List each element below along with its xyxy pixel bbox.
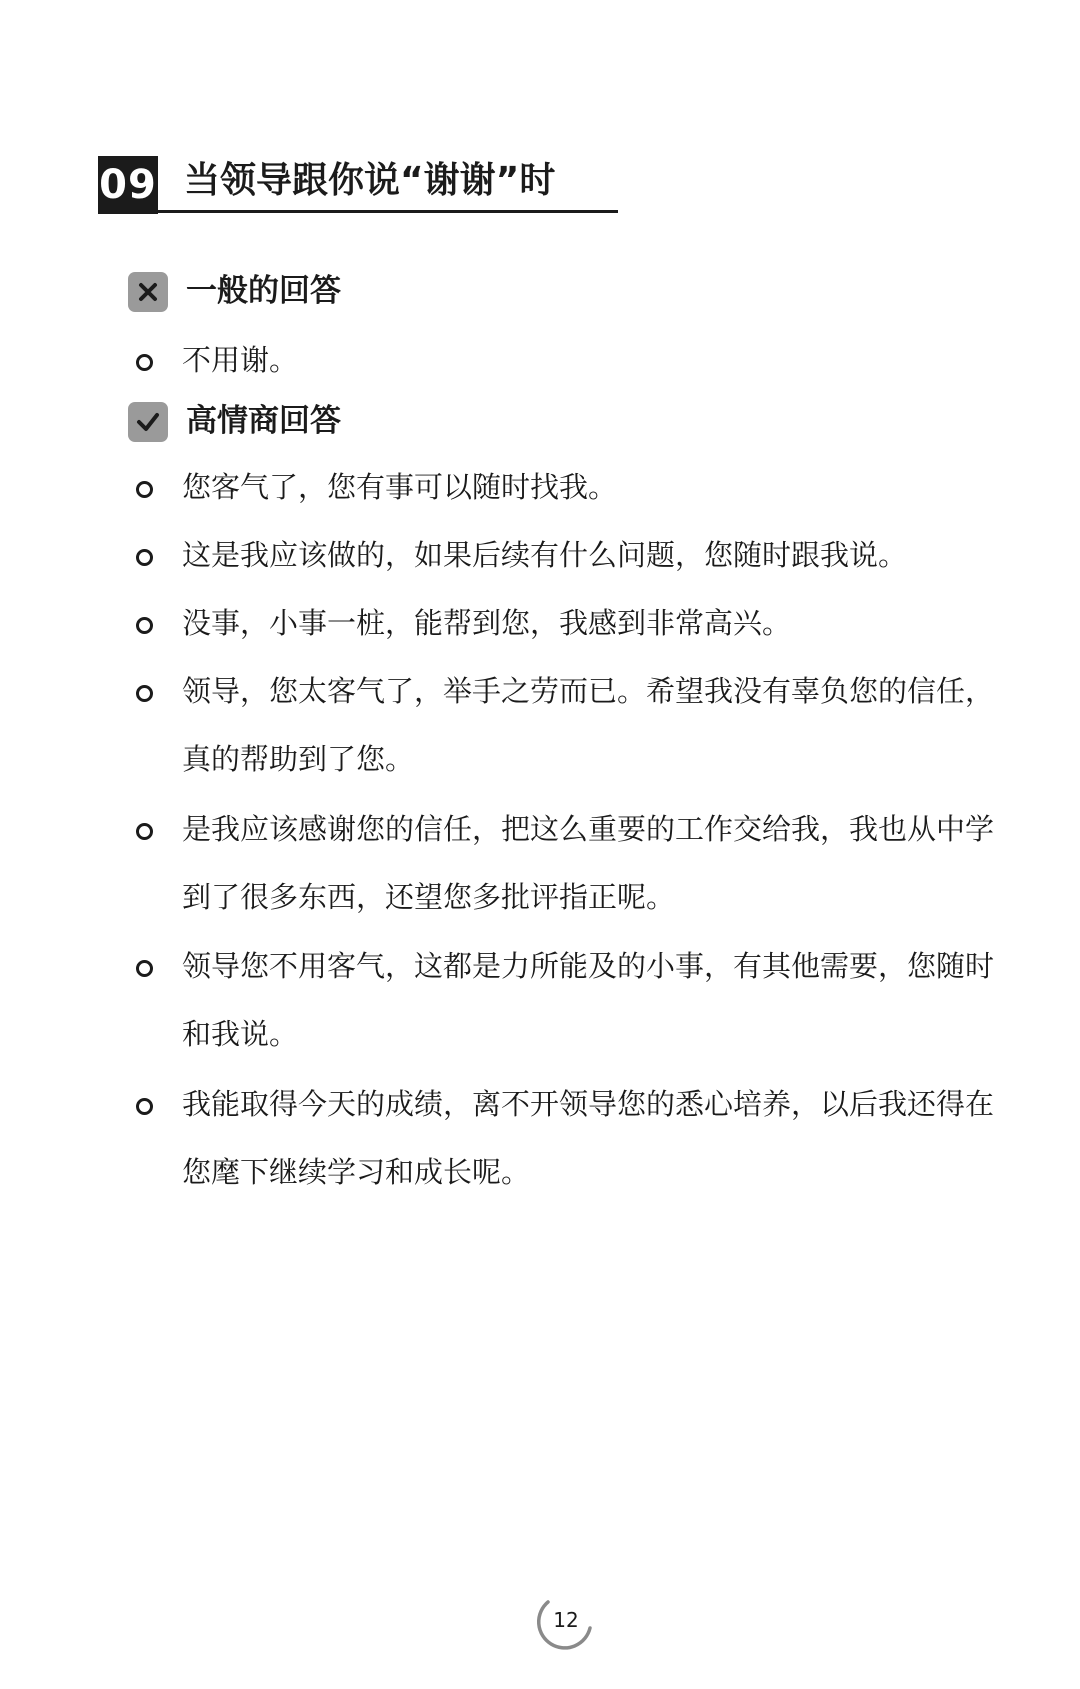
list-item-text: 领导您不用客气，这都是力所能及的小事，有其他需要，您随时和我说。 bbox=[182, 949, 995, 1051]
page-number-badge bbox=[534, 1588, 598, 1652]
title-underline bbox=[158, 210, 618, 213]
section-label: 一般的回答 bbox=[186, 273, 341, 309]
bullet-circle-icon bbox=[136, 481, 153, 498]
bullet-circle-icon bbox=[136, 685, 153, 702]
bullet-circle-icon bbox=[136, 823, 153, 840]
bullet-circle-icon bbox=[136, 354, 153, 371]
list-item-text: 没事，小事一桩，能帮到您，我感到非常高兴。 bbox=[182, 606, 792, 640]
list-item-text: 是我应该感谢您的信任，把这么重要的工作交给我，我也从中学到了很多东西，还望您多批评指正呢。 bbox=[182, 812, 995, 914]
list-item-text: 这是我应该做的，如果后续有什么问题，您随时跟我说。 bbox=[182, 538, 908, 572]
chapter-header bbox=[98, 150, 618, 220]
bullet-circle-icon bbox=[136, 1098, 153, 1115]
bullet-circle-icon bbox=[136, 960, 153, 977]
section-label: 高情商回答 bbox=[186, 403, 341, 439]
page-number: 12 bbox=[553, 1608, 579, 1632]
check-icon bbox=[128, 402, 168, 442]
bullet-circle-icon bbox=[136, 617, 153, 634]
list-item-text: 我能取得今天的成绩，离不开领导您的悉心培养，以后我还得在您麾下继续学习和成长呢。 bbox=[182, 1087, 995, 1189]
list-item-text: 您客气了，您有事可以随时找我。 bbox=[182, 470, 618, 504]
chapter-title: 当领导跟你说“谢谢”时 bbox=[184, 160, 556, 201]
bullet-circle-icon bbox=[136, 549, 153, 566]
list-item-text: 领导，您太客气了，举手之劳而已。希望我没有辜负您的信任，真的帮助到了您。 bbox=[182, 674, 995, 776]
cross-icon bbox=[128, 272, 168, 312]
chapter-number-badge: 09 bbox=[98, 156, 158, 214]
list-item-text: 不用谢。 bbox=[182, 343, 299, 377]
